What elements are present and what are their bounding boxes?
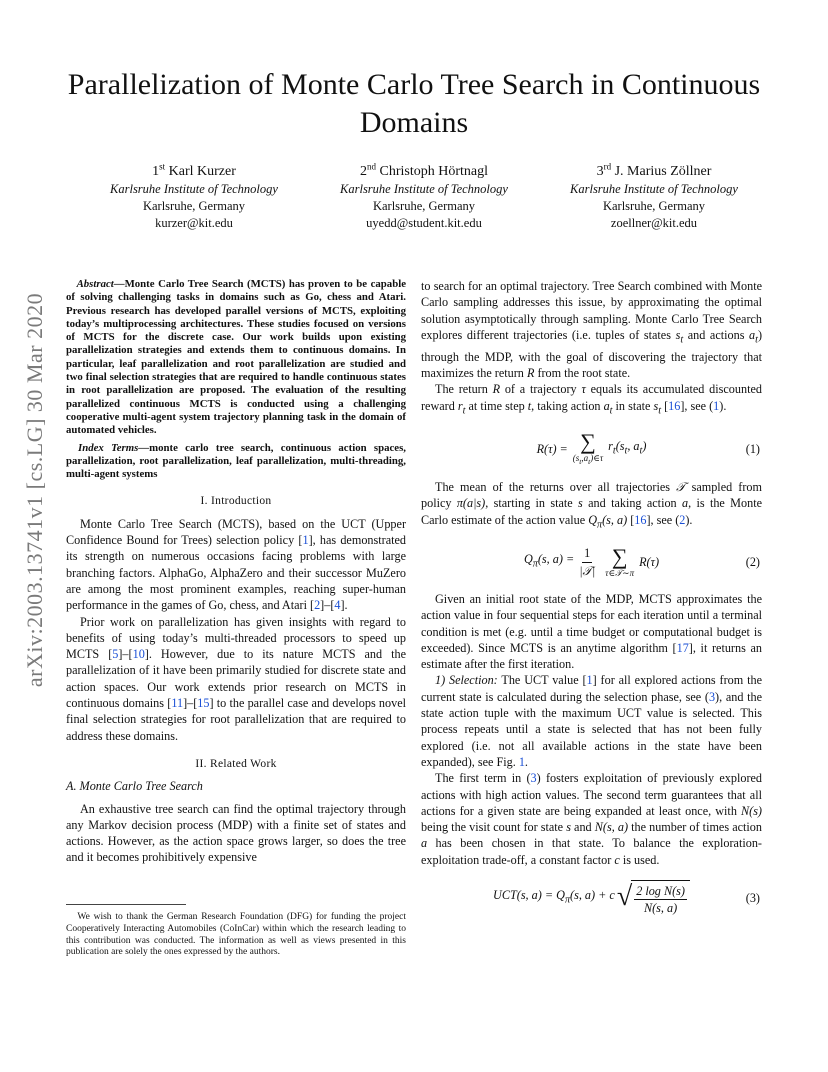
- index-terms-lead: Index Terms: [78, 441, 139, 454]
- equation-2: $Q_\pi(s$, a) = $\frac{1}{\text{|𝒯|}}$ ∑ τ∈𝒯∼π R(τ) (2): [523, 544, 760, 579]
- selection-lead: 1) Selection:: [435, 673, 498, 688]
- figure-link[interactable]: 1: [518, 754, 525, 769]
- author-location: Karlsruhe, Germany: [602, 199, 706, 213]
- left-column: [66, 278, 406, 866]
- author-affiliation: Karlsruhe Institute of Technology: [570, 182, 738, 196]
- author-email: kurzer@kit.edu: [155, 216, 233, 230]
- citation-link[interactable]: 10: [132, 647, 145, 662]
- subsection-heading-mcts: A. Monte Carlo Tree Search: [66, 779, 203, 794]
- equation-link[interactable]: 3: [530, 771, 537, 786]
- index-terms: [66, 442, 406, 482]
- author-email: zoellner@kit.edu: [610, 216, 698, 230]
- citation-link[interactable]: 1: [302, 533, 309, 548]
- index-terms-text: —monte carlo tree search, continuous action spaces, parallelization, root parallelization, leaf parallelization, multi-threading, multi-agent systems: [66, 441, 406, 481]
- citation-link[interactable]: 4: [334, 598, 341, 613]
- section-heading-related-work: II. Related Work: [195, 757, 277, 770]
- author-affiliation: Karlsruhe Institute of Technology: [340, 182, 508, 196]
- paper-title: Parallelization of Monte Carlo Tree Search in Continuous Domains: [67, 68, 761, 139]
- related-paragraph-1: An exhaustive tree search can find the optimal trajectory through any Markov decision process (MDP) with a finite set of states and actions. However, as the action space grows larger, so does the tree and it becomes prohibitively expensive: [66, 801, 406, 865]
- author-1: [84, 162, 304, 232]
- author-ordinal-suffix: nd: [367, 161, 376, 172]
- citation-link[interactable]: 1: [586, 673, 593, 688]
- citation-link[interactable]: 5: [112, 647, 119, 662]
- equation-number: (1): [745, 441, 760, 456]
- right-column: [421, 278, 762, 929]
- author-ordinal-suffix: st: [159, 161, 166, 172]
- equation-1: R(τ) = ∑ $(s_t,a_t)\in\tau$ $r_t(s_t$, $a_t$) (1): [536, 429, 760, 467]
- citation-link[interactable]: 16: [634, 512, 647, 527]
- author-email: uyedd@student.kit.edu: [366, 216, 482, 230]
- abstract: [66, 278, 406, 438]
- intro-paragraph-2: Prior work on parallelization has given insights with regard to benefits of using today’s multi-threaded processors to speed up MCTS [5]–[10]. However, due to its nature MCTS and the parallelization of it have been primarily studied for discrete state and action spaces. Our work extends prior research on MCTS in continuous domains [11]–[15] to the parallel case and develops novel final selection strategies for root parallelization that are required to address these domains.: [66, 614, 406, 743]
- author-2: [314, 162, 534, 232]
- mean-return-paragraph: The mean of the returns over all trajectories 𝒯 sampled from policy π(a|s), starting in state s and taking action a, is the Monte Carlo estimate of the action value $Q_\pi(s$, a) [16], see (2).: [421, 480, 763, 531]
- footnote-text: We wish to thank the German Research Foundation (DFG) for funding the project Cooperatively Interacting Automobiles (CoInCar) within which the research leading to this contribution was conducted. The information as well as views presented in this publication are solely the ones expressed by the authors.: [66, 912, 407, 958]
- intro-paragraph-1: Monte Carlo Tree Search (MCTS), based on the UCT (Upper Confidence Bound for Trees) selection policy [1], has demonstrated its strength on numerous occasions facing problems with large branching factors. AlphaGo, AlphaZero and their successor MuZero are among the most prominent examples, reaching super-human performance in the games of Go, chess, and Atari [2]–[4].: [66, 516, 406, 613]
- author-ordinal: 2: [360, 164, 367, 179]
- author-3: [544, 162, 764, 232]
- author-ordinal: 1: [152, 164, 160, 179]
- selection-paragraph: 1) Selection: The UCT value [1] for all explored actions from the current state is calculated during the selection phase, see (3), and the state action tuple with the maximum UCT value is selected. This process repeats until a state is selected that has not been fully explored (i.e. not all available actions in the state have been expanded), see Fig. 1.: [421, 673, 763, 769]
- footnote-divider: [66, 904, 186, 905]
- author-ordinal-suffix: rd: [603, 161, 612, 172]
- arxiv-id: arXiv:2003.13741v1 [cs.LG] 30 Mar 2020: [22, 292, 47, 688]
- equation-number: (2): [745, 555, 760, 570]
- author-name: Christoph Hörtnagl: [379, 164, 488, 179]
- author-name: J. Marius Zöllner: [614, 164, 712, 179]
- citation-link[interactable]: 17: [676, 640, 689, 655]
- mcts-overview-paragraph: Given an initial root state of the MDP, MCTS approximates the action value in four sequential steps for each iteration until a terminal condition is met (e.g. until a time budget or computational budget is exceeded). Since MCTS is an anytime algorithm [17], it returns an estimate after the first iteration.: [421, 591, 762, 672]
- uct-terms-paragraph: The first term in (3) fosters exploitation of previously explored actions with high action values. The second term guarantees that all actions for a given state are being expanded at least once, with N(s) being the visit count for state s and N(s, a) the number of times action a has been chosen in that state. To balance the exploration-exploitation trade-off, a constant factor c is used.: [421, 771, 763, 867]
- related-paragraph-1-cont: to search for an optimal trajectory. Tree Search combined with Monte Carlo sampling addresses this issue, by approximating the optimal solution asymptotically through sampling. Monte Carlo Tree Search explores different trajectories (i.e. tuples of states $s_t$ and actions $a_t$) through the MDP, with the goal of discovering the trajectory that maximizes the return R from the root state.: [421, 279, 763, 380]
- citation-link[interactable]: 15: [197, 696, 210, 711]
- section-heading-introduction: I. Introduction: [200, 495, 272, 508]
- arxiv-sidebar-stamp: [18, 280, 52, 700]
- footnote-funding: [66, 912, 406, 959]
- author-location: Karlsruhe, Germany: [372, 199, 476, 213]
- equation-link[interactable]: 2: [679, 512, 686, 527]
- author-name: Karl Kurzer: [168, 164, 236, 179]
- author-block: [84, 162, 764, 232]
- citation-link[interactable]: 11: [171, 696, 184, 711]
- abstract-lead: Abstract: [76, 278, 114, 290]
- author-location: Karlsruhe, Germany: [142, 199, 246, 213]
- abstract-text: —Monte Carlo Tree Search (MCTS) has proven to be capable of solving challenging tasks in domains such as Go, chess and Atari. Previous research has developed parallel versions of MCTS, exploiting today’s multiprocessing architectures. These studies focused on versions of MCTS for the discrete case. Our work builds upon existing parallelization strategies and extends them to continuous domains. In particular, leaf parallelization and root parallelization are studied and two final selection strategies that are required to handle continuous states in root parallelization are proposed. The evaluation of the resulting parallelized continuous MCTS is conducted using a challenging cooperative multi-agent system trajectory planning task in the domain of automated vehicles.: [66, 278, 406, 437]
- equation-link[interactable]: 3: [708, 689, 716, 704]
- author-affiliation: Karlsruhe Institute of Technology: [110, 182, 278, 196]
- equation-link[interactable]: 1: [713, 398, 720, 413]
- equation-number: (3): [745, 891, 760, 906]
- citation-link[interactable]: 16: [668, 398, 681, 413]
- citation-link[interactable]: 2: [314, 598, 321, 613]
- return-paragraph: The return R of a trajectory τ equals its accumulated discounted reward $r_t$ at time step t, taking action $a_t$ in state $s_t$ [16], see (1).: [421, 382, 762, 416]
- equation-3: UCT(s, $a) = Q_\pi(s$, a) + c √ $\frac{\text{2 log N(s)}}{N(s, a)}$ (3): [493, 881, 760, 916]
- author-ordinal: 3: [596, 164, 604, 179]
